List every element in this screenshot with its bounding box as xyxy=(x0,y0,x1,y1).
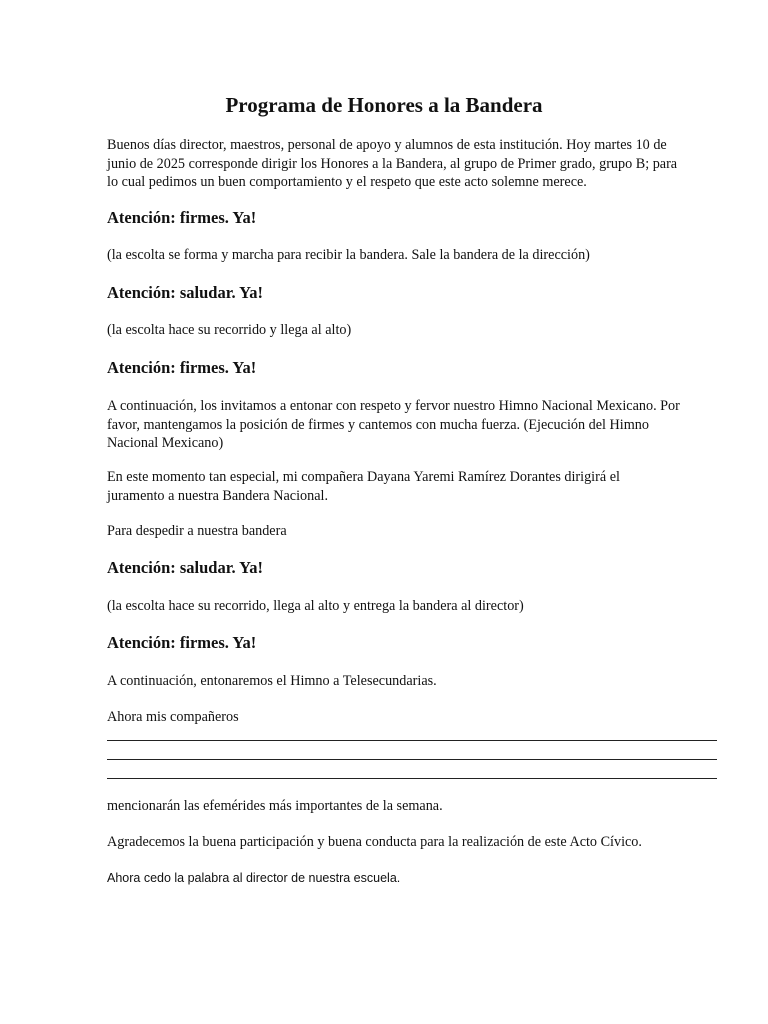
stage-note: (la escolta se forma y marcha para recibir la bandera. Sale la bandera de la dirección) xyxy=(107,247,590,263)
companions-text: Ahora mis compañeros xyxy=(107,709,239,725)
command-heading: Atención: firmes. Ya! xyxy=(107,358,257,377)
efemerides-text: mencionarán las efemérides más importantes de la semana. xyxy=(107,798,443,814)
fill-in-line xyxy=(107,740,717,741)
closing-text: Ahora cedo la palabra al director de nuestra escuela. xyxy=(107,871,401,885)
anthem-line: Nacional Mexicano) xyxy=(107,435,224,451)
farewell-text: Para despedir a nuestra bandera xyxy=(107,523,287,539)
document-title: Programa de Honores a la Bandera xyxy=(225,93,543,117)
anthem-paragraph xyxy=(107,397,717,453)
command-heading: Atención: firmes. Ya! xyxy=(107,633,257,652)
oath-line: En este momento tan especial, mi compañera Dayana Yaremi Ramírez Dorantes dirigirá el xyxy=(107,469,620,485)
intro-paragraph xyxy=(107,136,717,192)
stage-note: (la escolta hace su recorrido y llega al alto) xyxy=(107,322,352,338)
intro-line: junio de 2025 corresponde dirigir los Honores a la Bandera, al grupo de Primer grado, grupo B; para xyxy=(107,155,678,172)
fill-in-line xyxy=(107,778,717,779)
anthem-line: favor, mantengamos la posición de firmes y cantemos con mucha fuerza. (Ejecución del Himno xyxy=(107,416,649,433)
fill-in-line xyxy=(107,759,717,760)
intro-line: Buenos días director, maestros, personal de apoyo y alumnos de esta institución. Hoy martes 10 de xyxy=(107,137,667,153)
command-heading: Atención: saludar. Ya! xyxy=(107,283,264,302)
oath-line: juramento a nuestra Bandera Nacional. xyxy=(107,487,328,504)
command-heading: Atención: saludar. Ya! xyxy=(107,558,264,577)
oath-paragraph xyxy=(107,468,717,505)
thanks-text: Agradecemos la buena participación y buena conducta para la realización de este Acto Cívico. xyxy=(107,834,642,850)
intro-line: lo cual pedimos un buen comportamiento y el respeto que este acto solemne merece. xyxy=(107,174,587,190)
telesecundaria-text: A continuación, entonaremos el Himno a Telesecundarias. xyxy=(107,673,437,689)
anthem-line: A continuación, los invitamos a entonar con respeto y fervor nuestro Himno Nacional Mexicano. Por xyxy=(107,398,680,414)
command-heading: Atención: firmes. Ya! xyxy=(107,208,257,227)
stage-note: (la escolta hace su recorrido, llega al alto y entrega la bandera al director) xyxy=(107,598,524,614)
